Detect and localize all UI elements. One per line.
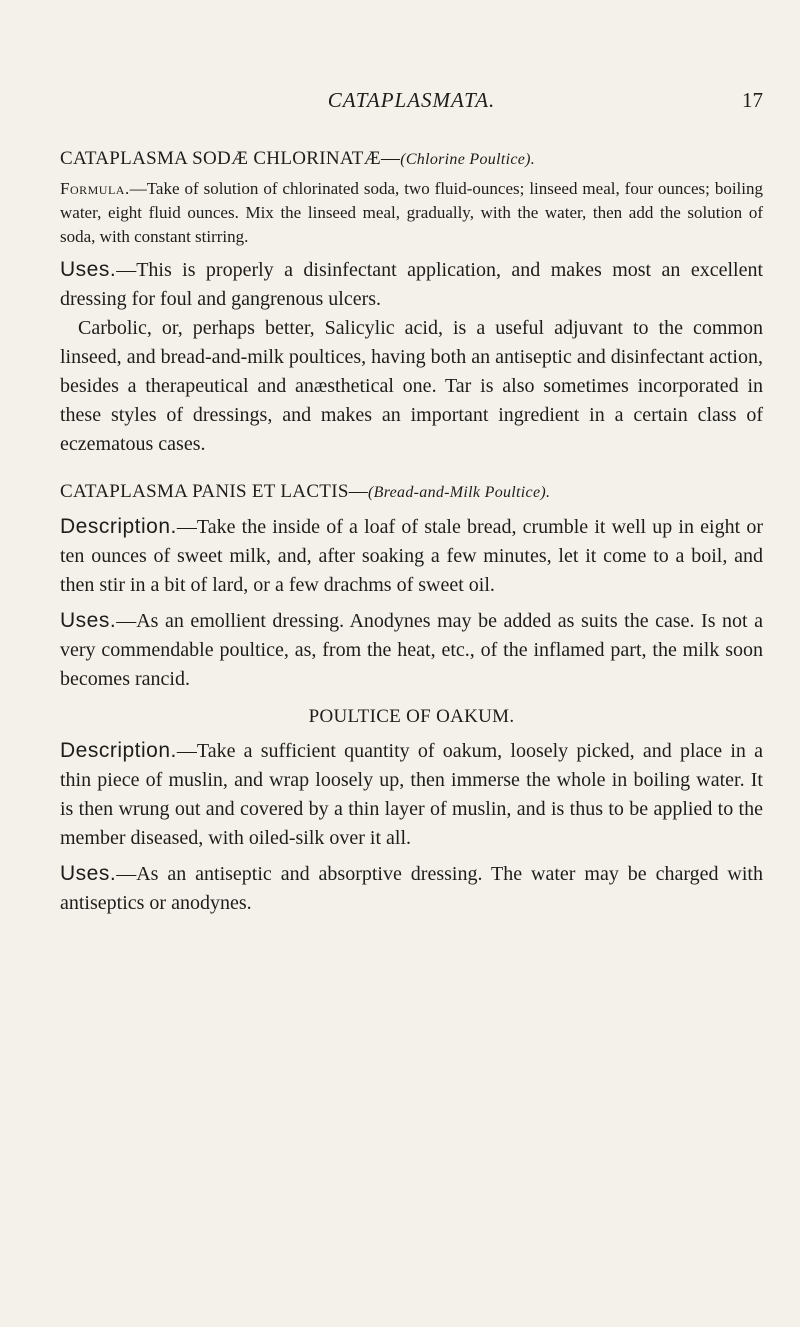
section-heading-chlorine-poultice: CATAPLASMA SODÆ CHLORINATÆ—(Chlorine Poultice). xyxy=(60,148,536,169)
uses-label: Uses. xyxy=(60,862,117,885)
adjuvant-paragraph: Carbolic, or, perhaps better, Salicylic acid, is a useful adjuvant to the common linseed, and bread-and-milk poultices, having both an antiseptic and disinfectant action, besides a therapeutical and anæsthetical one. Tar is also sometimes incorporated in these styles of dressings, and makes an important ingredient in a certain class of eczematous cases. xyxy=(60,317,763,455)
description-text: —Take a sufficient quantity of oakum, loosely picked, and place in a thin piece of muslin, and wrap loosely up, then immerse the whole in boiling water. It is then wrung out and covered by a thin layer of muslin, and is thus to be applied to the member diseased, with oiled-silk over it all. xyxy=(60,740,763,849)
page-body xyxy=(60,146,763,918)
uses-text: —As an antiseptic and absorptive dressing. The water may be charged with antiseptics or anodynes. xyxy=(60,863,763,914)
uses-paragraph xyxy=(60,859,763,918)
uses-label: Uses. xyxy=(60,609,117,632)
heading-subtitle: (Bread-and-Milk Poultice). xyxy=(368,484,551,501)
uses-paragraph xyxy=(60,255,763,314)
uses-paragraph xyxy=(60,606,763,694)
description-label: Description. xyxy=(60,739,177,762)
formula-paragraph xyxy=(60,177,763,249)
heading-subtitle: (Chlorine Poultice). xyxy=(400,151,536,168)
uses-label: Uses. xyxy=(60,258,117,281)
running-head xyxy=(60,88,763,118)
formula-text: —Take of solution of chlorinated soda, two fluid-ounces; linseed meal, four ounces; boiling water, eight fluid ounces. Mix the linseed meal, gradually, with the water, then add the solution of soda, with constant stirring. xyxy=(60,179,763,246)
section-heading-bread-milk-poultice: CATAPLASMA PANIS ET LACTIS—(Bread-and-Milk Poultice). xyxy=(60,481,551,502)
running-title: CATAPLASMATA. xyxy=(327,88,496,112)
section-heading-oakum-poultice: POULTICE OF OAKUM. xyxy=(308,706,515,727)
formula-label: Formula. xyxy=(60,179,130,198)
heading-main: CATAPLASMA PANIS ET LACTIS xyxy=(60,481,349,502)
description-paragraph xyxy=(60,736,763,853)
description-paragraph xyxy=(60,512,763,600)
description-label: Description. xyxy=(60,515,177,538)
page-number: 17 xyxy=(742,88,763,112)
heading-main: CATAPLASMA SODÆ CHLORINATÆ xyxy=(60,148,381,169)
uses-text: —This is properly a disinfectant application, and makes most an excellent dressing for foul and gangrenous ulcers. xyxy=(60,259,763,310)
description-text: —Take the inside of a loaf of stale bread, crumble it well up in eight or ten ounces of sweet milk, and, after soaking a few minutes, let it come to a boil, and then stir in a bit of lard, or a few drachms of sweet oil. xyxy=(60,516,763,596)
uses-text: —As an emollient dressing. Anodynes may be added as suits the case. Is not a very commendable poultice, as, from the heat, etc., of the inflamed part, the milk soon becomes rancid. xyxy=(60,610,763,690)
